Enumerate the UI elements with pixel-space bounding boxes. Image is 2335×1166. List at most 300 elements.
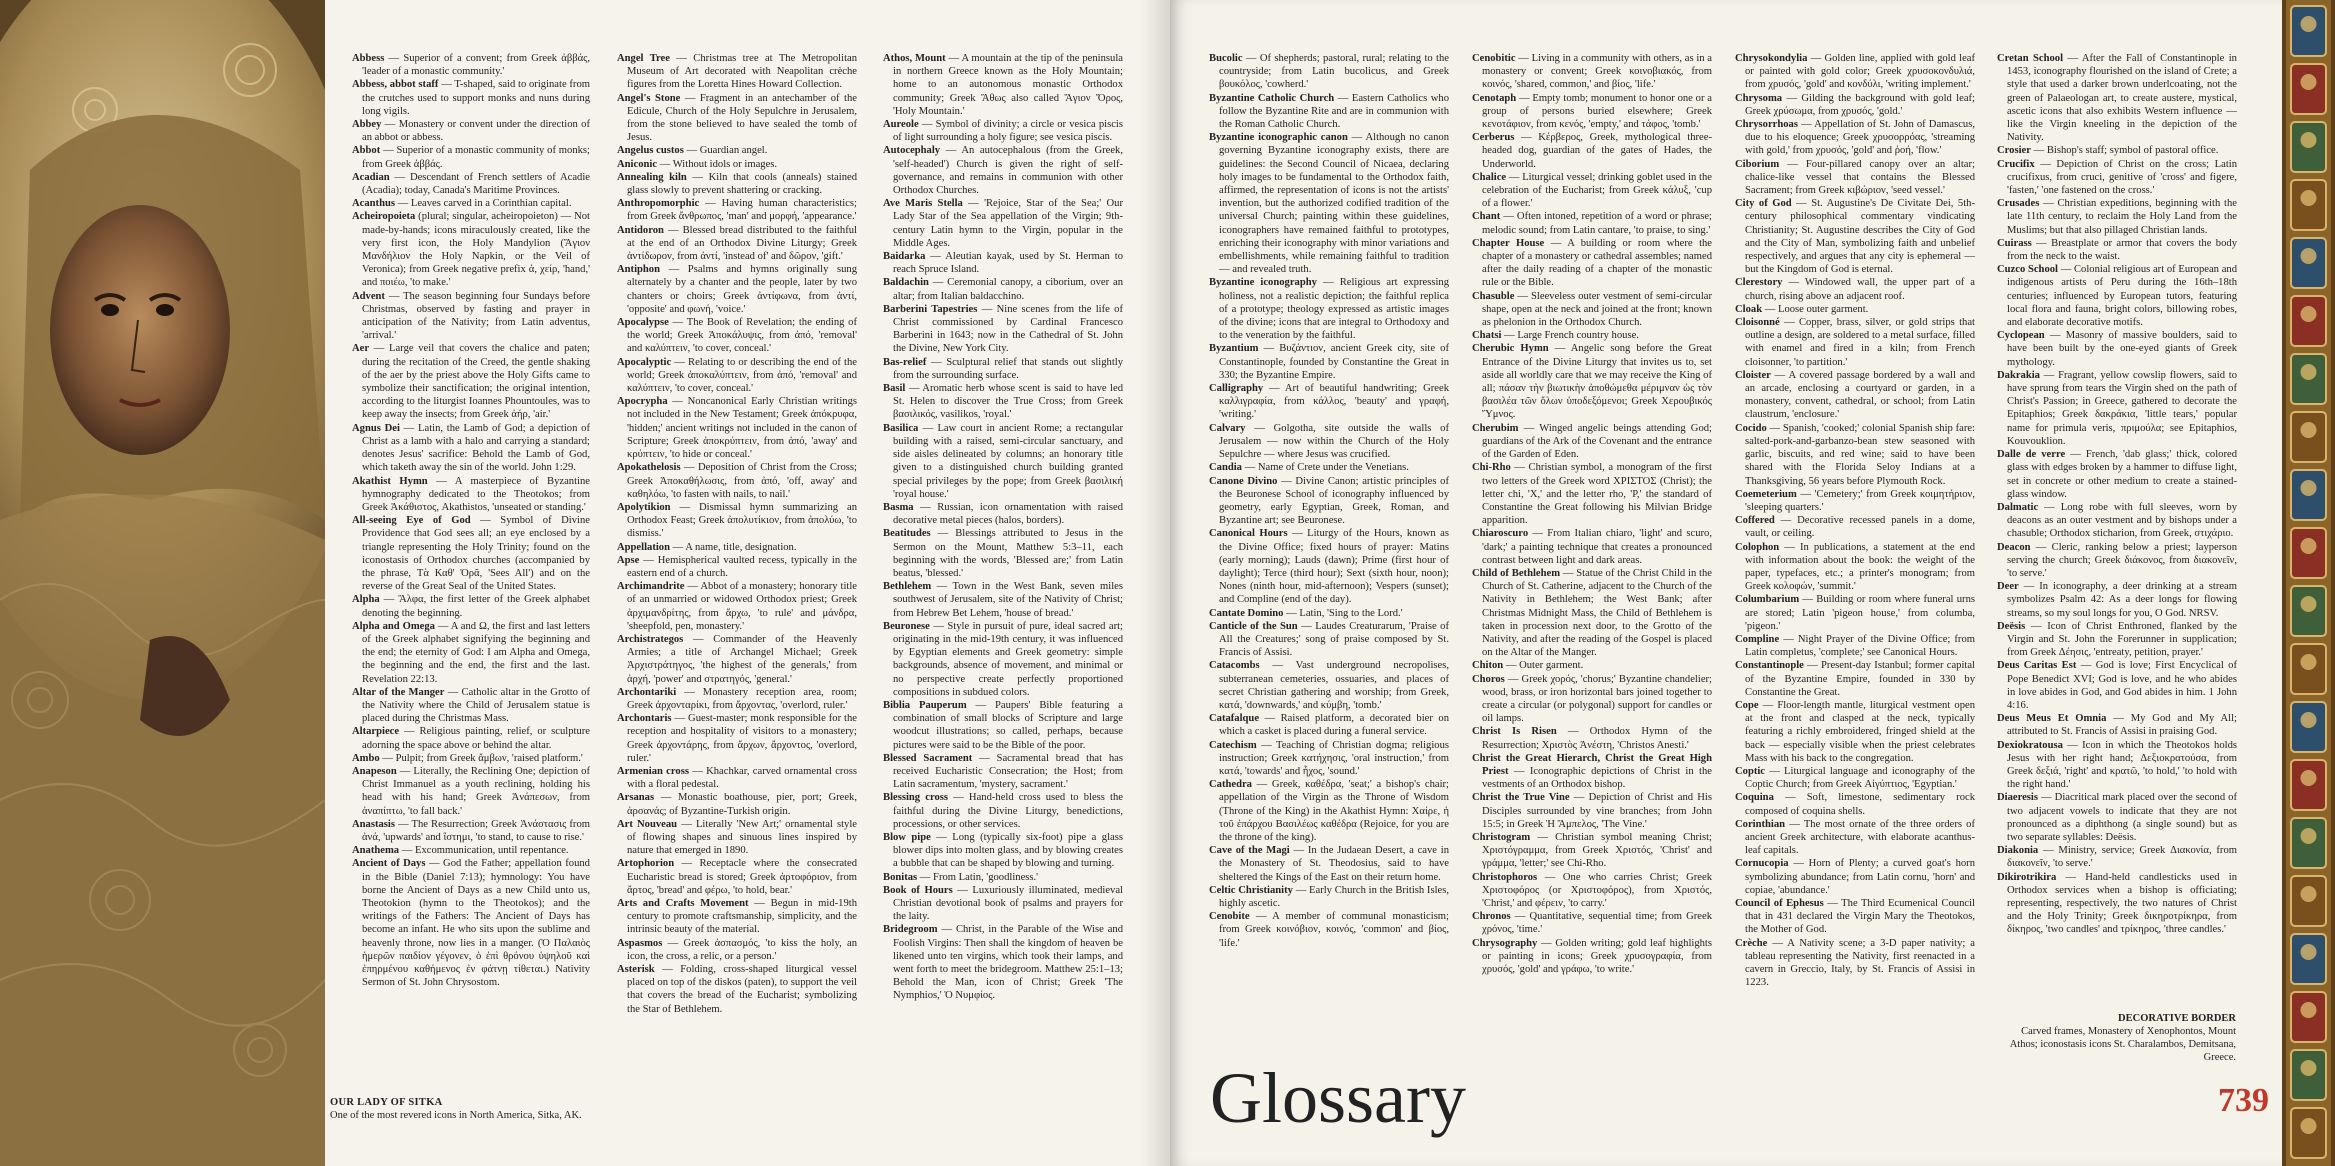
glossary-definition: — Copper, brass, silver, or gold strips that outline a design, are soldered to a metal surface, filled with enamel and fired in a kiln; from French cloisonner, 'to partition.': [1745, 317, 1975, 368]
glossary-definition: — From Italian chiaro, 'light' and scuro, 'dark;' a painting technique that creates a pronounced contrast between light and dark areas.: [1482, 528, 1712, 566]
glossary-term: Alpha and Omega: [352, 620, 435, 632]
glossary-term: Chrysoma: [1735, 92, 1783, 104]
glossary-entry: [352, 844, 590, 857]
glossary-entry: [883, 356, 1123, 382]
glossary-term: Bucolic: [1209, 53, 1243, 64]
glossary-definition: — Superior of a convent; from Greek ἀββάς, 'leader of a monastic community.': [362, 53, 590, 78]
glossary-term: Chasuble: [1472, 290, 1515, 302]
glossary-term: Celtic Christianity: [1209, 884, 1293, 896]
glossary-term: Advent: [352, 290, 385, 302]
glossary-term: Ancient of Days: [352, 858, 426, 870]
glossary-definition: — Descendant of French settlers of Acadie (Acadia); today, Canada's Maritime Provinces.: [362, 171, 590, 197]
glossary-entry: [1472, 329, 1712, 342]
glossary-entry: [1735, 303, 1975, 316]
glossary-term: Cornucopia: [1735, 858, 1789, 870]
glossary-entry: [883, 871, 1123, 884]
glossary-term: Byzantium: [1209, 343, 1259, 355]
glossary-term: Apocalyptic: [617, 356, 672, 368]
glossary-definition: — Guest-master; monk responsible for the reception and hospitality of visitors to a monastery; Greek ἀρχοντάρης, from ἄρχων, ἄρχοντος, 'overlord, ruler.': [627, 713, 857, 764]
glossary-term: Candia: [1209, 462, 1242, 474]
glossary-column-2: [617, 52, 857, 1016]
glossary-entry: [352, 752, 590, 765]
glossary-definition: — In iconography, a deer drinking at a stream symbolizes Psalm 42: As a deer longs for flowing streams, so my soul longs for you, O God. NRSV.: [2007, 581, 2237, 619]
glossary-definition: — Icon of Christ Enthroned, flanked by the Virgin and St. John the Forerunner in supplication; from Greek Δέησις, 'entreaty, petition, prayer.': [2007, 620, 2237, 659]
glossary-term: Cherubic Hymn: [1472, 343, 1549, 355]
glossary-definition: — Winged angelic beings attending God; guardians of the Ark of the Covenant and the entrance of the Garden of Eden.: [1482, 422, 1712, 461]
glossary-definition: — French, 'dab glass;' thick, colored glass with edges broken by a hammer to diffuse light, set in concrete or other medium to create a stained-glass window.: [2007, 449, 2237, 500]
glossary-entry: [1997, 501, 2237, 541]
glossary-definition: — Liturgical vessel; drinking goblet used in the celebration of the Eucharist; from Greek κάλυξ, 'cup of a flower.': [1482, 171, 1712, 210]
glossary-definition: — Cleric, ranking below a priest; layperson serving the church; Greek διάκονος, from διακονεῖν, 'to serve.': [2007, 541, 2237, 579]
glossary-entry: [352, 475, 590, 515]
border-halo-icon: [2301, 306, 2317, 322]
glossary-entry: [1997, 369, 2237, 448]
glossary-definition: — Depiction of Christ and His Disciples surrounded by vine branches; from John 15:5; in Greek Ἡ Ἄμπελος, 'The Vine.': [1482, 792, 1712, 830]
glossary-definition: — Building or room where funeral urns are stored; Latin 'pigeon house,' from columba, 'pigeon.': [1745, 594, 1975, 632]
glossary-definition: — Windowed wall, the upper part of a church, rising above an adjacent roof.: [1745, 277, 1975, 302]
glossary-entry: [352, 818, 590, 844]
glossary-definition: — Depiction of Christ on the cross; Latin crucifixus, from cruci, genitive of 'cross' and figere, 'fasten,' 'one fastened on the cross.': [2007, 158, 2237, 197]
glossary-term: Catafalque: [1209, 713, 1260, 725]
border-halo-icon: [2301, 16, 2317, 32]
glossary-entry: [617, 580, 857, 633]
glossary-term: Agnus Dei: [352, 422, 400, 434]
glossary-definition: — Diacritical mark placed over the second of two adjacent vowels to indicate that they are not pronounced as a diphthong (a single sound) but as two separate syllables: Deësis.: [2007, 792, 2237, 843]
glossary-definition: — A mountain at the tip of the peninsula in northern Greece known as the Holy Mountain; home to an autonomous monastic Orthodox community; Greek Ἄθως also called Ἅγιον Ὄρος, 'Holy Mountain.': [893, 53, 1123, 117]
icon-image-our-lady-of-sitka: [0, 0, 325, 1166]
glossary-term: Calvary: [1209, 422, 1246, 434]
glossary-definition: — Βυζάντιον, ancient Greek city, site of Constantinople, founded by Constantine the Great in 330; the Byzantine Empire.: [1219, 343, 1449, 381]
glossary-definition: — Soft, limestone, sedimentary rock composed of coquina shells.: [1745, 792, 1975, 817]
glossary-term: Corinthian: [1735, 818, 1786, 830]
glossary-entry: [1735, 316, 1975, 369]
glossary-definition: — Art of beautiful handwriting; Greek καλλιγραφία, from κάλλος, 'beauty' and γραφή, 'writing.': [1219, 383, 1449, 421]
border-halo-icon: [2301, 654, 2317, 670]
glossary-term: Cloisonné: [1735, 317, 1780, 329]
glossary-entry: [617, 144, 857, 157]
glossary-entry: [617, 501, 857, 541]
glossary-entry: [617, 633, 857, 686]
glossary-term: Book of Hours: [883, 884, 953, 896]
glossary-term: Artophorion: [617, 858, 675, 870]
glossary-term: Beatitudes: [883, 528, 931, 540]
glossary-definition: — Raised platform, a decorated bier on which a casket is placed during a funeral service.: [1219, 713, 1449, 738]
glossary-entry: [617, 316, 857, 356]
glossary-term: Altarpiece: [352, 726, 400, 738]
glossary-definition: — Spanish, 'cooked;' colonial Spanish ship fare: salted-pork-and-garbanzo-bean stew seasoned with garlic, biscuits, and red wine; said to have been shared with the Florida Seloy Indians at a Thanksgiving, 56 years before Plymouth Rock.: [1745, 422, 1975, 487]
glossary-definition: — Large French country house.: [1501, 330, 1639, 342]
glossary-term: Angel Tree: [617, 53, 670, 64]
glossary-term: Child of Bethlehem: [1472, 567, 1561, 579]
glossary-entry: [1997, 739, 2237, 792]
glossary-entry: [883, 276, 1123, 302]
glossary-entry: [1472, 171, 1712, 211]
border-halo-icon: [2301, 248, 2317, 264]
glossary-entry: [883, 118, 1123, 144]
glossary-entry: [883, 580, 1123, 620]
glossary-entry: [1472, 422, 1712, 462]
glossary-term: Chiaroscuro: [1472, 528, 1529, 540]
glossary-term: Christogram: [1472, 831, 1531, 843]
glossary-entry: [1735, 857, 1975, 897]
border-halo-icon: [2301, 132, 2317, 148]
glossary-entry: [1472, 831, 1712, 871]
glossary-entry: [1735, 937, 1975, 990]
glossary-term: Constantinople: [1735, 660, 1804, 672]
glossary-term: Arts and Crafts Movement: [617, 898, 749, 909]
glossary-term: Deus Meus Et Omnia: [1997, 713, 2107, 725]
glossary-term: Biblia Pauperum: [883, 699, 967, 711]
glossary-entry: [352, 765, 590, 818]
border-caption: [1996, 1012, 2236, 1064]
border-caption-text: Carved frames, Monastery of Xenophontos, Mount Athos; iconostasis icons St. Charalambos, Demitsana, Greece.: [2009, 1026, 2236, 1063]
glossary-entry: [883, 752, 1123, 792]
glossary-term: Calligraphy: [1209, 383, 1264, 395]
glossary-term: Annealing kiln: [617, 171, 687, 183]
glossary-term: Byzantine iconographic canon: [1209, 132, 1348, 144]
glossary-term: Blessing cross: [883, 792, 949, 804]
glossary-entry: [883, 884, 1123, 924]
glossary-definition: — A building or room where the chapter of a monastery or cathedral assembles; named after the daily reading of a chapter of the monastic rule or the Bible.: [1482, 237, 1713, 289]
glossary-entry: [617, 897, 857, 937]
glossary-entry: [352, 593, 590, 619]
glossary-entry: [1735, 118, 1975, 158]
glossary-entry: [617, 541, 857, 554]
glossary-definition: — Name of Crete under the Venetians.: [1241, 462, 1409, 474]
glossary-definition: — Christian symbol, a monogram of the first two letters of the Greek word ΧΡΙΣΤΟΣ (Christ); the letter chi, 'X,' and the letter rho, 'P,' the standard of Constantine the Great following his Milvian Bridge apparition.: [1482, 462, 1712, 527]
glossary-term: Cloister: [1735, 369, 1771, 381]
glossary-definition: — Commander of the Heavenly Armies; a title of Archangel Michael; Greek Ἀρχιστράτηγος, 'the highest of the generals,' from ἀρχή, 'power' and στρατηγός, 'general.': [627, 633, 857, 685]
glossary-definition: — Decorative recessed panels in a dome, vault, or ceiling.: [1745, 515, 1975, 540]
glossary-definition: — Hemispherical vaulted recess, typically in the eastern end of a church.: [627, 554, 857, 579]
glossary-definition: — A name, title, designation.: [669, 541, 797, 553]
glossary-entry: [352, 342, 590, 421]
glossary-entry: [352, 620, 590, 686]
page-number: 739: [2218, 1082, 2269, 1119]
glossary-definition: — Early Church in the British Isles, highly ascetic.: [1219, 884, 1449, 909]
glossary-definition: — Vast underground necropolises, subterranean cemeteries, ossuaries, and places of secret Christian gathering and worship; from Greek, κατά, 'downwards,' and κύμβη, 'tomb.': [1219, 660, 1449, 711]
glossary-entry: [352, 422, 590, 475]
glossary-definition: — Iconographic depictions of Christ in the vestments of an Orthodox bishop.: [1482, 765, 1712, 791]
glossary-definition: — The Book of Revelation; the ending of the world; Greek Ἀποκάλυψις, from ἀπό, 'removal' and καλύπτειν, 'to cover, conceal.': [627, 317, 857, 355]
glossary-term: Dakrakia: [1997, 369, 2040, 381]
glossary-definition: — From Latin, 'goodliness.': [917, 871, 1039, 883]
glossary-entry: [1472, 92, 1712, 132]
glossary-entry: [1735, 158, 1975, 198]
glossary-term: Cretan School: [1997, 53, 2064, 64]
glossary-definition: — Folding, cross-shaped liturgical vessel placed on top of the diskos (paten), to support the veil that covers the bread of the Eucharist; symbolizing the Star of Bethlehem.: [627, 964, 857, 1015]
glossary-entry: [883, 923, 1123, 1002]
glossary-entry: [352, 171, 590, 197]
glossary-entry: [1472, 527, 1712, 567]
glossary-definition: — Appellation of St. John of Damascus, due to his eloquence; Greek χρυσορρόας, 'streaming with gold,' from χρυσός, 'gold' and ῥοή, 'flow.': [1745, 119, 1975, 157]
glossary-definition: — Khachkar, carved ornamental cross with a floral pedestal.: [627, 765, 858, 791]
glossary-definition: — Statue of the Christ Child in the Church of St. Catherine, adjacent to the Church of the Nativity in Bethlehem; the West Bank; after Christmas Midnight Mass, the Child of Bethlehem is taken in procession next door, to the Grotto of the Nativity, and after the reading of the Gospel is placed on the Altar of the Manger.: [1482, 567, 1712, 659]
figure-caption: [330, 1096, 630, 1122]
glossary-entry: [1209, 475, 1449, 528]
glossary-entry: [1997, 144, 2237, 157]
glossary-term: Abbess: [352, 53, 385, 64]
glossary-term: Dikirotrikira: [1997, 871, 2057, 883]
glossary-term: Abbey: [352, 119, 382, 131]
glossary-entry: [1472, 791, 1712, 831]
icon-painting-illustration: [0, 0, 325, 1166]
glossary-term: Council of Ephesus: [1735, 898, 1824, 909]
glossary-definition: — The season beginning four Sundays before Christmas, observed by fasting and prayer in anticipation of the Nativity; from Latin adventus, 'arrival.': [362, 290, 590, 342]
glossary-entry: [1735, 369, 1975, 422]
glossary-entry: [352, 197, 590, 210]
glossary-definition: — Liturgy of the Hours, known as the Divine Office; fixed hours of prayer: Matins (early morning); Lauds (dawn); Prime (first hour of daylight); Terce (third hour); Sext (sixth hour, noon); Nones (ninth hour, mid-afternoon); Vespers (sunset); and Compline (end of the day).: [1219, 528, 1449, 606]
border-halo-icon: [2301, 480, 2317, 496]
glossary-term: Coffered: [1735, 515, 1775, 527]
glossary-definition: — Guardian angel.: [683, 145, 768, 157]
glossary-term: Apokathelosis: [617, 462, 681, 474]
glossary-term: Archontaris: [617, 713, 672, 725]
glossary-definition: — Dismissal hymn summarizing an Orthodox Feast; Greek ἀπολυτίκιον, from ἀπολύω, 'to dismiss.': [627, 501, 857, 540]
glossary-term: Cyclopean: [1997, 330, 2045, 342]
glossary-entry: [1997, 158, 2237, 198]
glossary-definition: — Hand-held cross used to bless the faithful during the Divine Liturgy, benedictions, processions, or other services.: [893, 792, 1124, 830]
glossary-definition: — 'Rejoice, Star of the Sea;' Our Lady Star of the Sea appellation of the Virgin; 9th-century Latin hymn to the Virgin, popular in the Middle Ages.: [893, 198, 1123, 249]
glossary-definition: — Latin, 'Sing to the Lord.': [1283, 607, 1403, 619]
glossary-term: Cenobitic: [1472, 53, 1516, 64]
glossary-definition: — A and Ω, the first and last letters of the Greek alphabet signifying the beginning and the end; the eternity of God: I am Alpha and Omega, the beginning and the end, the first and the last. Revelation 22:13.: [362, 620, 590, 685]
glossary-term: Cathedra: [1209, 779, 1252, 791]
glossary-definition: — Floor-length mantle, liturgical vestment open at the front and clasped at the neck, typically featuring a richly embroidered, fringed shield at the back — especially visible when the priest celebrates Mass with his back to the congregation.: [1745, 699, 1975, 764]
glossary-entry: [1997, 541, 2237, 581]
glossary-term: Ave Maris Stella: [883, 198, 963, 210]
glossary-entry: [883, 250, 1123, 276]
glossary-term: Beuronese: [883, 620, 930, 632]
glossary-term: Aspasmos: [617, 937, 663, 949]
glossary-term: Byzantine iconography: [1209, 277, 1317, 289]
glossary-term: Deer: [1997, 581, 2019, 593]
glossary-term: Chronos: [1472, 911, 1511, 923]
glossary-term: Anapeson: [352, 765, 397, 777]
glossary-entry: [1735, 593, 1975, 633]
border-halo-icon: [2301, 538, 2317, 554]
glossary-entry: [1997, 197, 2237, 237]
border-halo-icon: [2301, 828, 2317, 844]
glossary-term: Chapter House: [1472, 237, 1545, 249]
glossary-entry: [352, 686, 590, 726]
glossary-term: Diakonia: [1997, 845, 2039, 857]
glossary-term: Compline: [1735, 633, 1780, 645]
glossary-definition: — Receptacle where the consecrated Eucharistic bread is stored; Greek ἀρτοφόριον, from ἄρτος, 'bread' and φέρω, 'to hold, bear.': [627, 858, 857, 896]
glossary-entry: [617, 461, 857, 501]
glossary-definition: — God the Father; appellation found in the Bible (Daniel 7:13); hymnology: You have borne the Ancient of Days as a new Child unto us, Theotokion (hymn to the Theotokos); and the writings of the Fathers: The Ancient of Days has become an infant. He who sits upon the sublime and heavenly throne, now lies in a manger. (Ὁ Παλαιὸς ἡμερῶν παιδίον γέγονεν, ὁ ἐπὶ θρόνου ὑψηλοῦ καὶ ἐπηρμένου καθήμενος ἐν φάτνῃ τίθεται.) Nativity Sermon of St. John Chrysostom.: [362, 858, 590, 989]
glossary-term: Cenotaph: [1472, 92, 1517, 104]
glossary-term: Anathema: [352, 845, 400, 857]
glossary-term: Apocalypse: [617, 317, 669, 329]
glossary-entry: [1735, 541, 1975, 594]
glossary-definition: — The Resurrection; Greek Ἀνάστασις from ἀνά, 'upwards' and ἵστημι, 'to stand, to cause to rise.': [362, 818, 590, 843]
glossary-entry: [1472, 290, 1712, 330]
glossary-entry: [1209, 527, 1449, 606]
glossary-term: Aniconic: [617, 158, 658, 170]
glossary-definition: — In the Judaean Desert, a cave in the Monastery of St. Theodosius, said to have sheltered the Kings of the East on their return home.: [1219, 845, 1449, 883]
border-halo-icon: [2301, 364, 2317, 380]
glossary-definition: — Κέρβερος, Greek, mythological three-headed dog, guardian of the gates of Hades, the Underworld.: [1482, 132, 1712, 170]
glossary-definition: — Living in a community with others, as in a monastery or convent; Greek κοινοβιακός, from κοινός, 'shared, common,' and βίος, 'life.': [1482, 53, 1712, 91]
glossary-term: Chi-Rho: [1472, 462, 1511, 474]
glossary-entry: [1997, 712, 2237, 738]
glossary-definition: — Greek χορός, 'chorus;' Byzantine chandelier; wood, brass, or iron horizontal bars joined together to create a circular (or polygonal) support for candles or oil lamps.: [1482, 673, 1712, 725]
glossary-definition: — Colonial religious art of European and indigenous artists of Peru during the 16th–18th centuries; influenced by European tutors, featuring local flora and fauna, bright colors, billowing robes, and elaborate decorative motifs.: [2007, 264, 2237, 329]
page-title: Glossary: [1210, 1058, 1466, 1138]
glossary-definition: — One who carries Christ; Greek Χριστοφόρος (or Χριστοφόρος), from Χριστός, 'Christ,' and φέρειν, 'to carry.': [1482, 871, 1712, 909]
glossary-definition: — Angelic song before the Great Entrance of the Divine Liturgy that invites us to, set aside all worldly care that we may receive the King of all; πάσαν τὴν βιωτικὴν ἀποθώμεθα μέριμναν ὡς τὸν βασιλέα τῶν ὅλων ὑποδεξόμενοι; Greek Χερουβικός Ὕμνος.: [1482, 343, 1712, 421]
glossary-definition: — T-shaped, said to originate from the crutches used to support monks and nuns during long vigils.: [362, 79, 590, 117]
gutter-shadow: [1140, 0, 1170, 1166]
glossary-definition: — Hand-held candlesticks used in Orthodox services when a bishop is officiating; representing, respectively, the two natures of Christ and the Holy Trinity; Greek δικηροτρίκηρα, from δίκηρος, 'two candles' and τρίκηρος, 'three candles.': [2007, 871, 2237, 936]
glossary-entry: [1735, 92, 1975, 118]
glossary-term: Chrysorrhoas: [1735, 119, 1798, 131]
glossary-entry: [617, 263, 857, 316]
glossary-entry: [1209, 884, 1449, 910]
glossary-definition: — A covered passage bordered by a wall and an arcade, enclosing a courtyard or garden, in a monastery, convent, cathedral, or school; from Latin claustrum, 'enclosure.': [1745, 369, 1975, 421]
glossary-entry: [352, 857, 590, 989]
glossary-definition: — Sleeveless outer vestment of semi-circular shape, open at the neck and joined at the front; known as phelonion in the Orthodox Church.: [1482, 290, 1712, 329]
glossary-term: Catechism: [1209, 739, 1257, 751]
glossary-definition: — Nine scenes from the life of Christ commissioned by Cardinal Francesco Barberini in 1643; now in the Cathedral of St. John the Divine, New York City.: [893, 303, 1123, 355]
glossary-term: Chalice: [1472, 171, 1507, 183]
glossary-definition: — Russian, icon ornamentation with raised decorative metal pieces (halos, borders).: [893, 501, 1123, 527]
glossary-entry: [1472, 659, 1712, 672]
glossary-term: Crusades: [1997, 198, 2040, 210]
glossary-definition: — Outer garment.: [1503, 660, 1584, 672]
glossary-entry: [883, 52, 1123, 118]
glossary-entry: [1472, 210, 1712, 236]
glossary-entry: [1209, 778, 1449, 844]
glossary-entry: [1997, 52, 2237, 144]
glossary-term: All-seeing Eye of God: [352, 515, 471, 527]
glossary-entry: [1472, 237, 1712, 290]
glossary-entry: [352, 725, 590, 751]
glossary-definition: — Aromatic herb whose scent is said to have led St. Helen to discover the True Cross; from Greek βασιλικός, vasilikos, 'royal.': [893, 383, 1123, 421]
glossary-definition: — Symbol of divinity; a circle or vesica piscis of light surrounding a holy figure; see vesica piscis.: [893, 119, 1123, 144]
glossary-entry: [1997, 844, 2237, 870]
glossary-term: Alpha: [352, 594, 380, 606]
glossary-entry: [617, 197, 857, 223]
glossary-definition: — Latin, the Lamb of God; a depiction of Christ as a lamb with a halo and carrying a standard; denotes Jesus' sacrifice: Behold the Lamb of God, which taketh away the sin of the world. John 1:29.: [362, 422, 590, 474]
glossary-definition: — Blessings attributed to Jesus in the Sermon on the Mount, Matthew 5:3–11, each beginning with the words, 'Blessed are;' from Latin beatus, 'blessed.': [893, 528, 1123, 579]
glossary-term: Art Nouveau: [617, 818, 678, 830]
glossary-entry: [352, 78, 590, 118]
glossary-term: Cuirass: [1997, 237, 2032, 249]
glossary-definition: — Monastery reception area, room; Greek ἀρχονταρίκι, from ἄρχοντας, 'overlord, ruler.': [627, 686, 857, 711]
glossary-column-5: [1472, 52, 1712, 976]
glossary-entry: [352, 514, 590, 593]
glossary-term: Anthropomorphic: [617, 198, 700, 210]
glossary-term: Canticle of the Sun: [1209, 620, 1298, 632]
glossary-term: Basilica: [883, 422, 919, 434]
glossary-term: Cerberus: [1472, 132, 1515, 144]
glossary-definition: — Catholic altar in the Grotto of the Nativity where the Child of Jerusalem statue is placed during the Christmas Mass.: [362, 686, 590, 725]
glossary-entry: [1209, 422, 1449, 462]
glossary-term: Choros: [1472, 673, 1505, 685]
glossary-entry: [883, 527, 1123, 580]
glossary-entry: [617, 356, 857, 396]
glossary-definition: — Horn of Plenty; a curved goat's horn symbolizing abundance; from Latin cornu, 'horn' and copiae, 'abundance.': [1745, 858, 1975, 896]
glossary-entry: [1209, 52, 1449, 92]
glossary-definition: — Quantitative, sequential time; from Greek χρόνος, 'time.': [1482, 911, 1712, 936]
glossary-entry: [1735, 765, 1975, 791]
glossary-term: Baidarka: [883, 251, 926, 263]
glossary-entry: [1209, 659, 1449, 712]
glossary-definition: — Psalms and hymns originally sung alternately by a chanter and the people, later by two chanters or choirs; Greek ἀντίφωνα, from ἀντί, 'opposite' and φωνή, 'voice.': [627, 264, 857, 315]
glossary-entry: [1735, 514, 1975, 540]
glossary-entry: [1472, 937, 1712, 977]
glossary-definition: — Deposition of Christ from the Cross; Greek Ἀποκαθήλωσις, from ἀπό, 'off, away' and καθηλόω, 'to fasten with nails, to nail.': [627, 462, 857, 500]
glossary-term: Antidoron: [617, 224, 664, 236]
border-halo-icon: [2301, 1002, 2317, 1018]
border-halo-icon: [2301, 1118, 2317, 1134]
glossary-definition: — After the Fall of Constantinople in 1453, iconography flourished on the island of Crete; a style that used a darker brown underlcoating, not the green of Palaeologan art, to create austere, mystical, ascetic icons that also exhibits Western influence — like the Virgin kneeling in the depiction of the Nativity.: [2007, 53, 2237, 144]
glossary-term: Acheiropoieta: [352, 211, 416, 223]
glossary-entry: [352, 210, 590, 289]
glossary-entry: [1209, 844, 1449, 884]
glossary-term: Archimandrite: [617, 581, 685, 593]
glossary-definition: — Christ, in the Parable of the Wise and Foolish Virgins: Then shall the kingdom of heaven be likened unto ten virgins, which took their lamps, and went forth to meet the bridegroom. Matthew 25:1–13; Behold the Man, icon of Christ; Greek 'The Nymphios,' Ὁ Νυμφίος.: [893, 924, 1123, 1002]
glossary-definition: — Ἄλφα, the first letter of the Greek alphabet denoting the beginning.: [362, 594, 590, 619]
glossary-entry: [617, 52, 857, 92]
glossary-entry: [883, 303, 1123, 356]
glossary-entry: [1735, 633, 1975, 659]
glossary-definition: — Four-pillared canopy over an altar; chalice-like vessel that contains the Blessed Sacrament; from Greek κιβώριον, 'seed vessel.': [1745, 158, 1975, 197]
glossary-entry: [617, 395, 857, 461]
glossary-definition: — Divine Canon; artistic principles of the Beuronese School of iconography influenced by geometry, early Egyptian, Greek, Roman, and Byzantine art; see Beuronese.: [1219, 475, 1449, 527]
glossary-term: Angelus custos: [617, 145, 684, 157]
glossary-entry: [1209, 712, 1449, 738]
glossary-term: Chiton: [1472, 660, 1504, 672]
glossary-column-7: [1997, 52, 2237, 937]
glossary-entry: [883, 831, 1123, 871]
glossary-term: Acanthus: [352, 198, 395, 210]
glossary-definition: — Often intoned, repetition of a word or phrase; melodic sound; from Latin cantare, 'to praise, to sing.': [1482, 211, 1712, 236]
decorative-border: [2282, 0, 2335, 1166]
glossary-definition: — Of shepherds; pastoral, rural; relating to the countryside; from Latin bucolicus, and Greek βουκόλος, 'cowherd.': [1219, 53, 1449, 91]
glossary-term: Crèche: [1735, 937, 1768, 949]
glossary-entry: [617, 791, 857, 817]
glossary-term: Cenobite: [1209, 911, 1250, 923]
glossary-definition: — Town in the West Bank, seven miles southwest of Jerusalem, site of the Nativity of Christ; from Hebrew Bet Lehem, 'house of bread.': [893, 581, 1123, 619]
glossary-term: Archistrategos: [617, 633, 684, 645]
glossary-entry: [883, 699, 1123, 752]
glossary-term: Ambo: [352, 752, 380, 764]
glossary-definition: — Greek ἀσπασμός, 'to kiss the holy, an icon, the cross, a relic, or a person.': [627, 937, 857, 962]
glossary-entry: [1997, 263, 2237, 329]
glossary-definition: — Ceremonial canopy, a ciborium, over an altar; from Italian baldacchino.: [893, 277, 1123, 302]
glossary-term: Deësis: [1997, 620, 2026, 632]
glossary-definition: — Breastplate or armor that covers the body from the neck to the waist.: [2007, 237, 2237, 263]
glossary-entry: [1735, 197, 1975, 276]
glossary-definition: — 'Cemetery;' from Greek κοιμητήριον, 'sleeping quarters.': [1745, 488, 1975, 513]
figure-caption-title: OUR LADY OF SITKA: [330, 1097, 443, 1108]
glossary-entry: [1472, 752, 1712, 792]
glossary-entry: [1472, 673, 1712, 726]
glossary-entry: [617, 857, 857, 897]
glossary-term: Dexiokratousa: [1997, 739, 2063, 751]
border-halo-icon: [2301, 422, 2317, 438]
glossary-definition: — Luxuriously illuminated, medieval Christian devotional book of psalms and prayers for the laity.: [893, 884, 1123, 923]
glossary-term: Abbot: [352, 145, 381, 157]
glossary-entry: [883, 791, 1123, 831]
glossary-definition: — Golden writing; gold leaf highlights or painting in icons; Greek χρυσογραφία, from χρυσός, 'gold' and γράφω, 'to write.': [1482, 937, 1712, 976]
glossary-term: Cope: [1735, 699, 1759, 711]
glossary-definition: — Aleutian kayak, used by St. Herman to reach Spruce Island.: [893, 251, 1123, 276]
glossary-definition: — The most ornate of the three orders of ancient Greek architecture, with elaborate acanthus-leaf capitals.: [1745, 818, 1975, 857]
